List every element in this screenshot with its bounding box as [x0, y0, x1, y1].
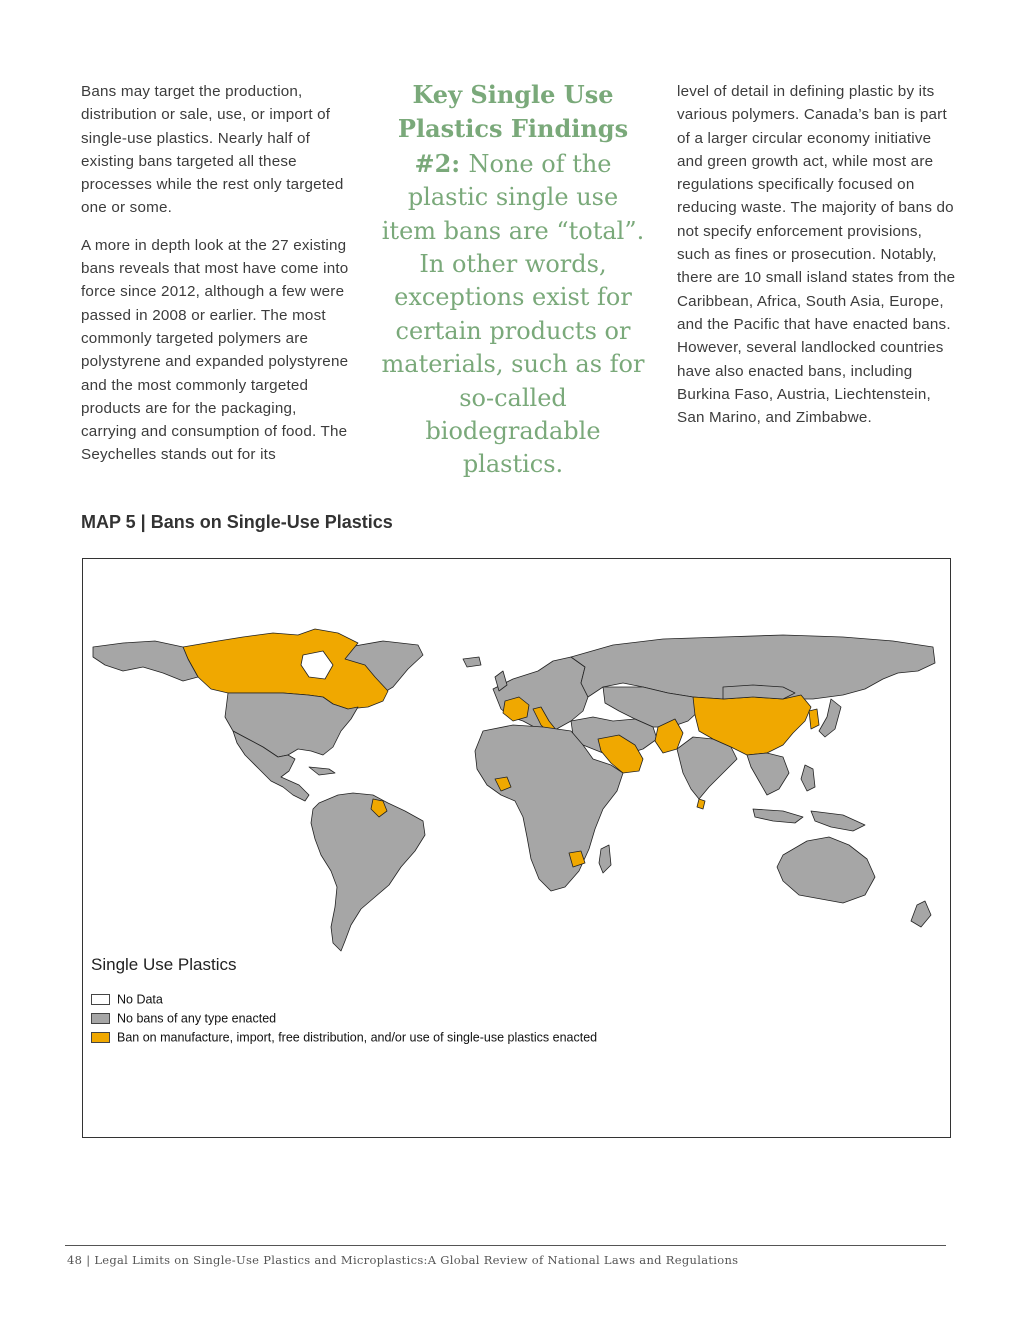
paragraph: A more in depth look at the 27 existing bans reveals that most have come into force since 2012, although a few were passed in 2008 or earlier. The most commonly targeted polymers are polystyrene and expanded polystyrene and the most commonly targeted products are for the packaging, carrying and consumption of food. The Seychelles stands out for its — [81, 236, 349, 464]
new-zealand — [911, 901, 931, 927]
legend-item-no-data — [91, 992, 163, 1006]
legend-label: Ban on manufacture, import, free distribution, and/or use of single-use plastics enacted — [117, 1030, 598, 1045]
legend-label: No bans of any type enacted — [117, 1011, 277, 1026]
map-title: MAP 5 | Bans on Single-Use Plastics — [81, 512, 393, 532]
text-column-right — [677, 80, 957, 443]
world-map — [83, 559, 950, 1137]
text-column-left — [81, 80, 356, 481]
legend-swatch — [91, 1013, 110, 1024]
alaska — [93, 641, 198, 681]
map-frame — [82, 558, 951, 1138]
australia — [777, 837, 875, 903]
callout-body: None of the plastic single use item bans are “total”. In other words, exceptions exist for certain products or materials, such as for so-called biodegradable plastics. — [381, 149, 645, 479]
south-america — [311, 793, 425, 951]
paragraph: Bans may target the production, distribution or sale, use, or import of single-use plastics. Nearly half of existing bans targeted all these processes while the rest only targeted one or some. — [81, 83, 344, 217]
korea — [809, 709, 819, 729]
legend-swatch — [91, 994, 110, 1005]
iceland — [463, 657, 481, 667]
legend-item-no-bans — [91, 1011, 276, 1025]
legend-item-ban-enacted — [91, 1030, 597, 1044]
indonesia-e — [811, 811, 865, 831]
sri-lanka — [697, 799, 705, 809]
japan — [819, 699, 841, 737]
indonesia-w — [753, 809, 803, 823]
paragraph: level of detail in defining plastic by its various polymers. Canada’s ban is part of a larger circular economy initiative and green growth act, while most are regulations specifically focused on reducing waste. The majority of bans do not specify enforcement provisions, such as fines or prosecution. Notably, there are 10 small island states from the Caribbean, Africa, South Asia, Europe, and the Pacific that have enacted bans. However, several landlocked countries have also enacted bans, including Burkina Faso, Austria, Liechtenstein, San Marino, and Zimbabwe. — [677, 83, 956, 427]
legend-label: No Data — [117, 992, 163, 1007]
callout-heading: Key Single Use Plastics Findings #2: — [397, 80, 629, 178]
philippines — [801, 765, 815, 791]
legend-title: Single Use Plastics — [91, 955, 237, 974]
southeast-asia — [747, 753, 789, 795]
footer-divider — [65, 1245, 946, 1246]
caribbean-islands — [309, 767, 335, 775]
page-footer: 48 | Legal Limits on Single-Use Plastics and Microplastics:A Global Review of National Laws and Regulations — [67, 1253, 739, 1267]
madagascar — [599, 845, 611, 873]
key-findings-callout — [380, 78, 646, 482]
india — [677, 737, 737, 799]
legend-swatch — [91, 1032, 110, 1043]
